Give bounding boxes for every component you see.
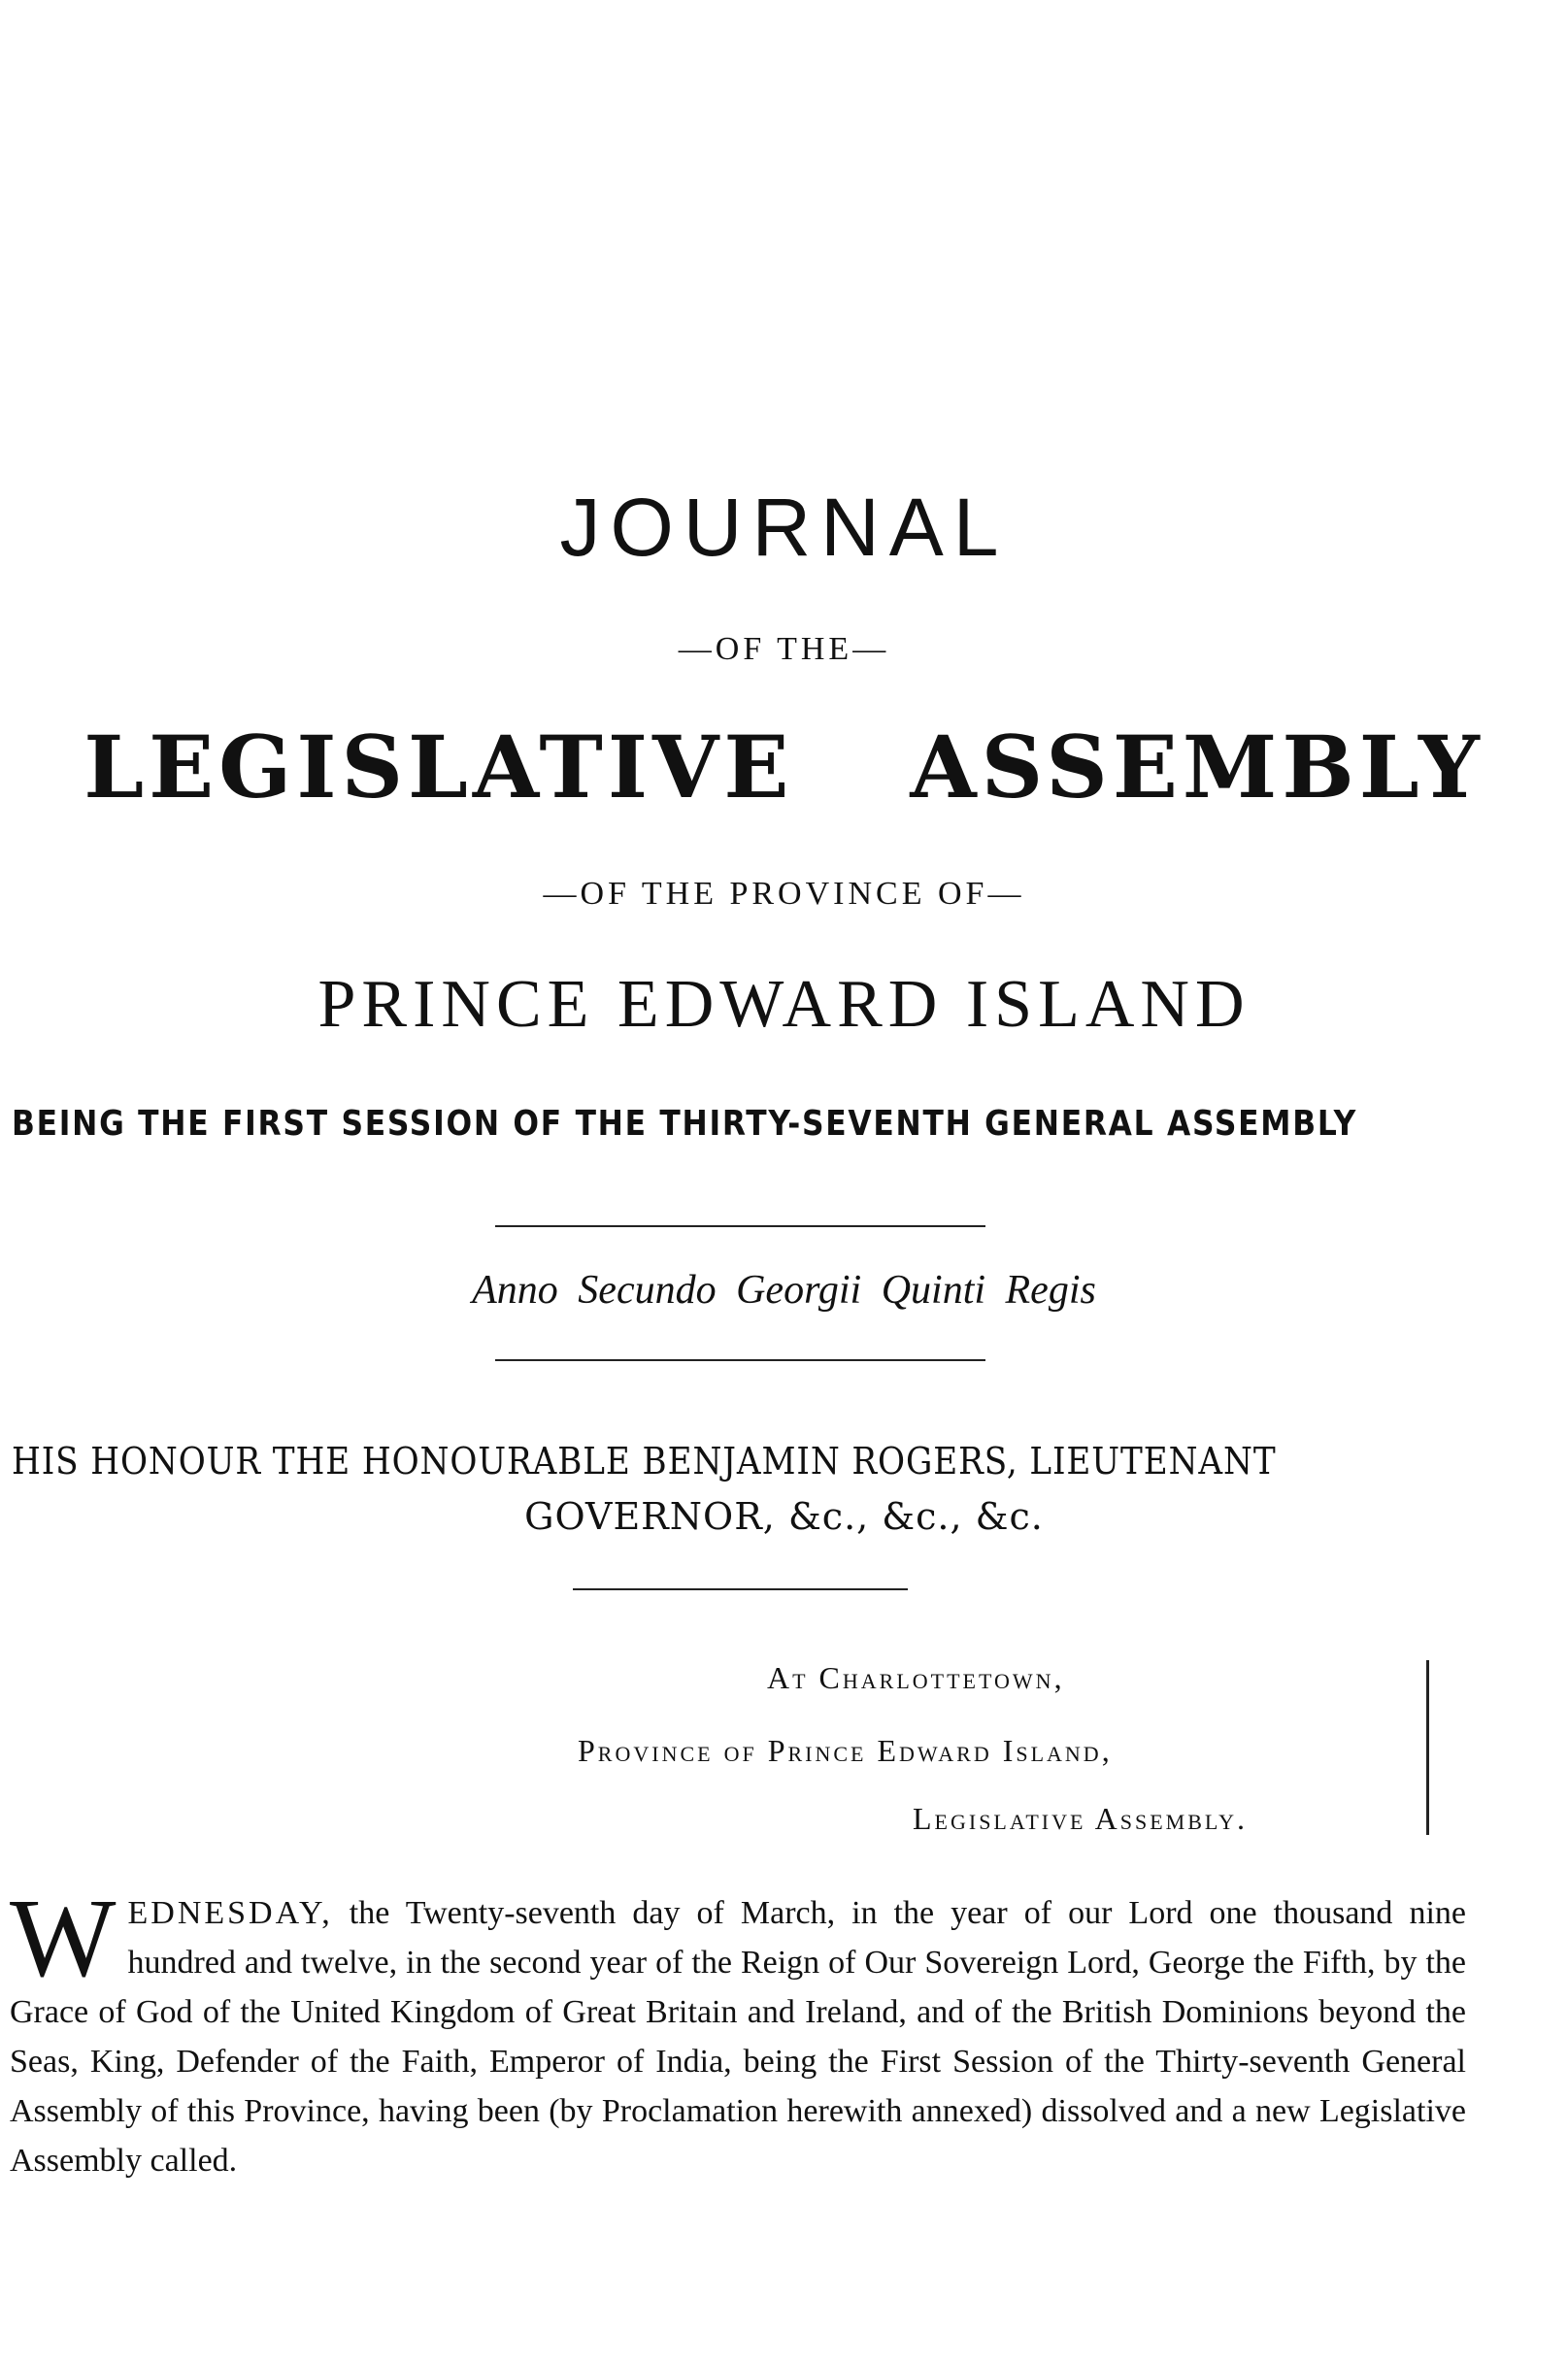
divider-rule bbox=[495, 1225, 985, 1227]
session-line: BEING THE FIRST SESSION OF THE THIRTY-SEVENTH GENERAL ASSEMBLY bbox=[12, 1104, 1358, 1144]
place-line-assembly: Legislative Assembly. bbox=[913, 1801, 1249, 1836]
heading-word-assembly: ASSEMBLY bbox=[910, 716, 1485, 817]
drop-cap: W bbox=[10, 1877, 117, 2001]
place-brace bbox=[1413, 1660, 1429, 1835]
divider-rule bbox=[573, 1588, 908, 1590]
lead-word: EDNESDAY, bbox=[127, 1895, 333, 1931]
anno-regis-line: Anno Secundo Georgii Quinti Regis bbox=[472, 1268, 1096, 1313]
paragraph-text: the Twenty-seventh day of March, in the year of our Lord one thousand nine hundred and twelve, in the second year of the Reign of Our Sovereign Lord, George the Fifth, by the Grace of God of the United Kingdom of Great Britain and Ireland, and of the British Dominions beyond the Seas, King, Defender of the Faith, Emperor of India, being the First Session of the Thirty-seventh General Assembly of this Province, having been (by Proclamation herewith annexed) dissolved and a new Legislative Assembly called. bbox=[10, 1895, 1466, 2179]
province-name: PRINCE EDWARD ISLAND bbox=[317, 967, 1251, 1042]
place-line-charlottetown: At Charlottetown, bbox=[767, 1660, 1065, 1695]
legislative-assembly-heading bbox=[0, 716, 1568, 817]
divider-rule bbox=[495, 1359, 985, 1361]
lieutenant-governor-line: HIS HONOUR THE HONOURABLE BENJAMIN ROGERS, LIEUTENANT bbox=[12, 1440, 1277, 1483]
of-the-province-line: —OF THE PROVINCE OF— bbox=[543, 876, 1025, 912]
heading-word-legislative: LEGISLATIVE bbox=[83, 716, 794, 817]
lieutenant-governor-title-line: GOVERNOR, &c., &c., &c. bbox=[524, 1495, 1044, 1538]
of-the-line: —OF THE— bbox=[678, 631, 890, 667]
journal-title: JOURNAL bbox=[559, 482, 1009, 573]
place-line-province: Province of Prince Edward Island, bbox=[578, 1733, 1113, 1768]
opening-paragraph bbox=[10, 1877, 1466, 2185]
